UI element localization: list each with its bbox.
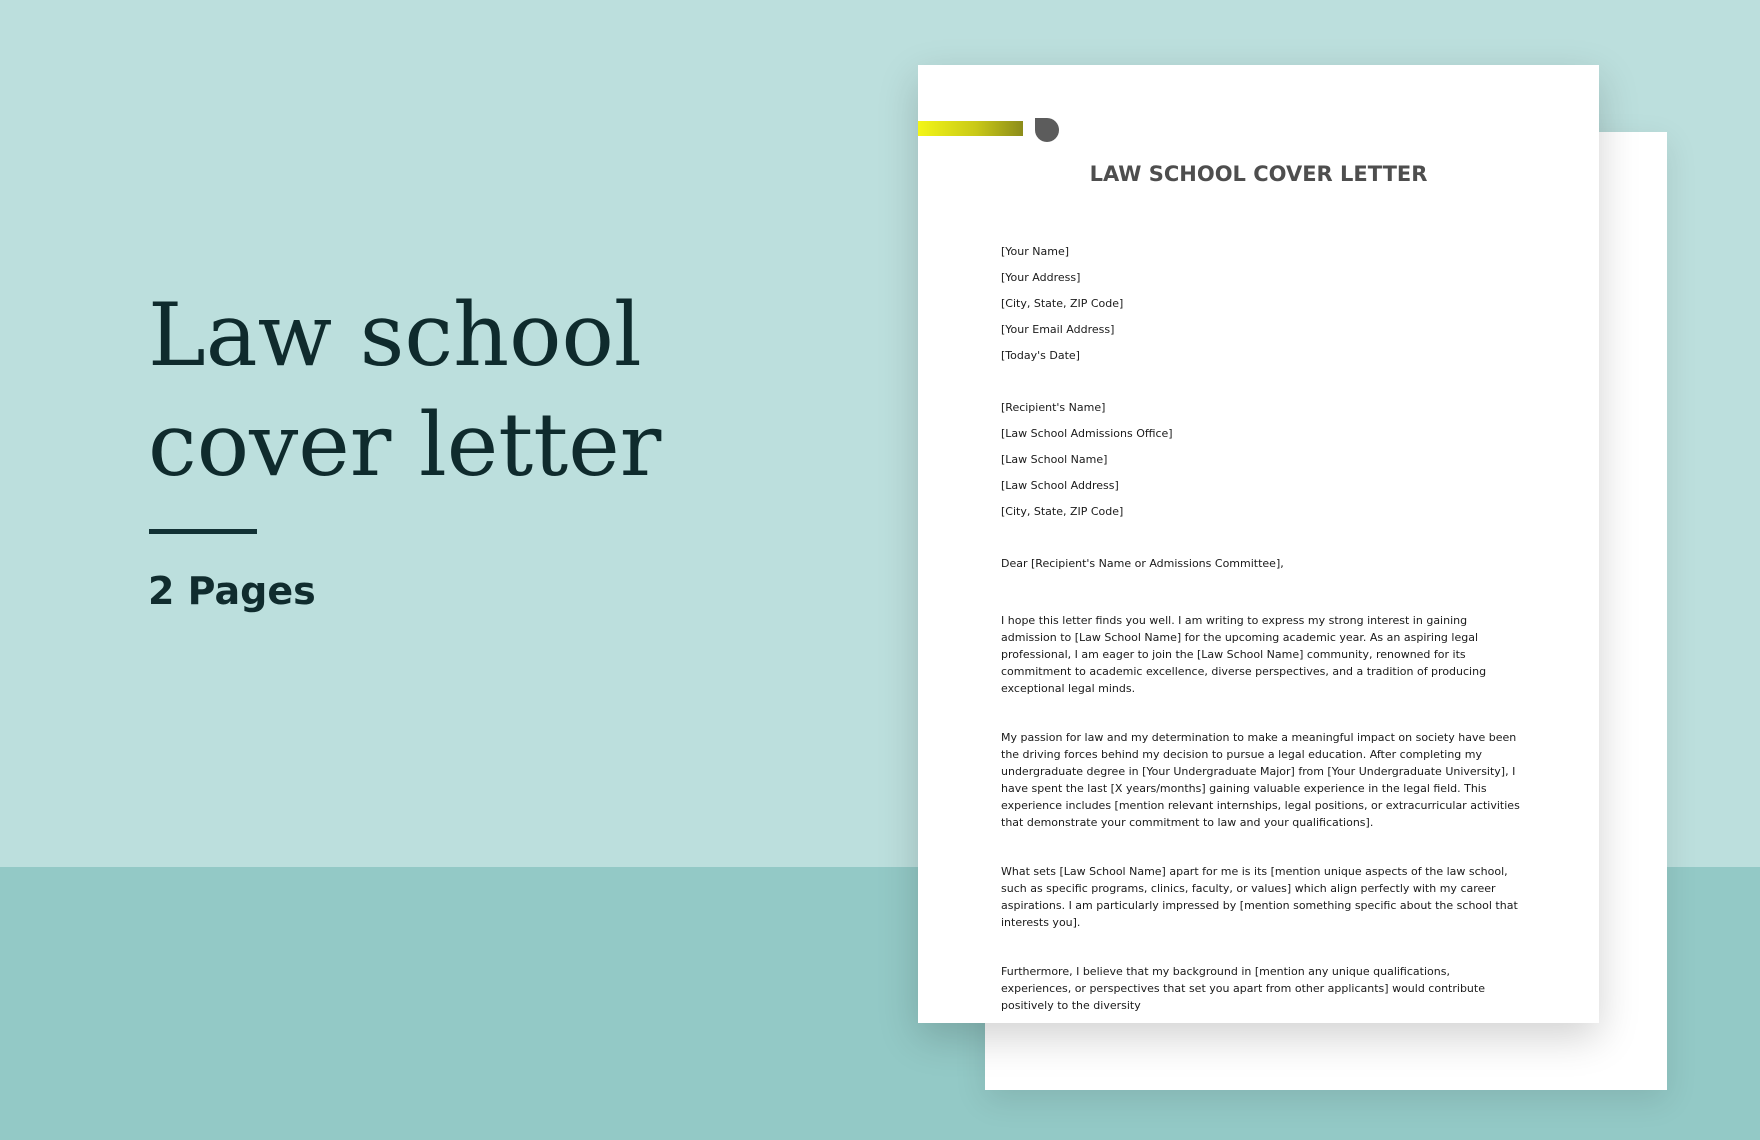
recipient-block: [1001, 398, 1523, 528]
document-page-front: [918, 65, 1599, 1023]
recipient-office: [Law School Admissions Office]: [1001, 427, 1173, 440]
sender-name: [Your Name]: [1001, 245, 1070, 258]
page-count: 2 Pages: [148, 569, 316, 613]
recipient-address: [Law School Address]: [1001, 479, 1119, 492]
letter-body: [1001, 242, 1523, 1014]
paragraph-school: What sets [Law School Name] apart for me is its [mention unique aspects of the law school, such as specific programs, clinics, faculty, or values] which align perfectly with my career aspirations. I am particularly impressed by [mention something specific about the school that interests you].: [1001, 865, 1518, 929]
hero-title-line-2: cover letter: [148, 394, 662, 496]
paragraph-intro: I hope this letter finds you well. I am writing to express my strong interest in gaining admission to [Law School Name] for the upcoming academic year. As an aspiring legal professional, I am eager to join the [Law School Name] community, renowned for its commitment to academic excellence, diverse perspectives, and a tradition of producing exceptional legal minds.: [1001, 614, 1487, 695]
letter-date: [Today's Date]: [1001, 349, 1080, 362]
accent-bar: [918, 121, 1023, 136]
salutation: Dear [Recipient's Name or Admissions Committee],: [1001, 557, 1284, 570]
hero-title: [148, 280, 661, 500]
recipient-city: [City, State, ZIP Code]: [1001, 505, 1124, 518]
sender-city: [City, State, ZIP Code]: [1001, 297, 1124, 310]
leaf-icon: [1035, 118, 1059, 142]
sender-address: [Your Address]: [1001, 271, 1081, 284]
document-title: LAW SCHOOL COVER LETTER: [1089, 162, 1428, 186]
hero-title-line-1: Law school: [148, 284, 642, 386]
hero-divider: [149, 529, 257, 534]
recipient-name: [Recipient's Name]: [1001, 401, 1106, 414]
paragraph-passion: My passion for law and my determination to make a meaningful impact on society have been the driving forces behind my decision to pursue a legal education. After completing my undergraduate degree in [Your Undergraduate Major] from [Your Undergraduate University], I have spent the last [X years/months] gaining valuable experience in the legal field. This experience includes [mention relevant internships, legal positions, or extracurricular activities that demonstrate your commitment to law and your qualifications].: [1001, 731, 1520, 829]
sender-email: [Your Email Address]: [1001, 323, 1115, 336]
sender-block: [1001, 242, 1523, 372]
recipient-school: [Law School Name]: [1001, 453, 1108, 466]
paragraph-background: Furthermore, I believe that my background in [mention any unique qualifications, experiences, or perspectives that set you apart from other applicants] would contribute positively to the diversity: [1001, 965, 1485, 1012]
